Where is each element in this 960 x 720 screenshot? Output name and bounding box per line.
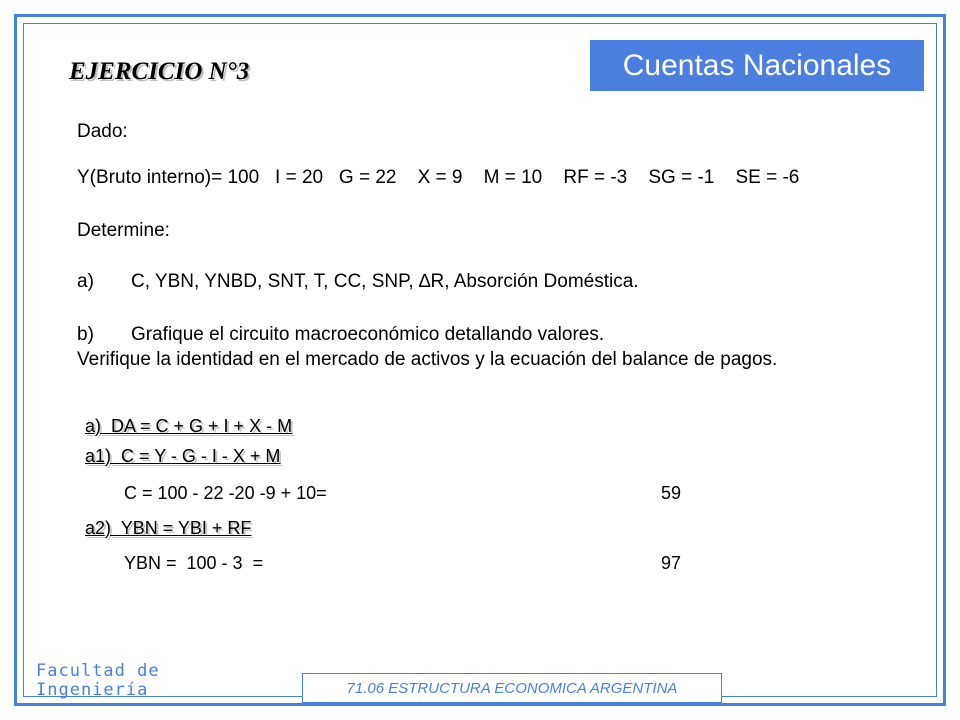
solution-a2-formula: a2) YBN = YBI + RF [85, 518, 252, 538]
solution-a-formula: a) DA = C + G + I + X - M [85, 416, 293, 436]
given-label: Dado: [77, 121, 128, 142]
solution-a2-calculation: YBN = 100 - 3 = [124, 553, 264, 573]
item-a-marker: a) [77, 271, 94, 292]
item-b-marker: b) [77, 324, 94, 345]
item-b-text: Grafique el circuito macroeconómico detallando valores. [131, 324, 605, 345]
faculty-logo-line2: Ingeniería [36, 680, 149, 700]
solution-a1-result: 59 [661, 483, 682, 503]
solution-a1-formula: a1) C = Y - G - I - X + M [85, 446, 281, 466]
given-variables: Y(Bruto interno)= 100 I = 20 G = 22 X = 9 M = 10 RF = -3 SG = -1 SE = -6 [77, 167, 800, 188]
item-b-line2: Verifique la identidad en el mercado de activos y la ecuación del balance de pagos. [77, 349, 778, 370]
section-title-badge: Cuentas Nacionales [590, 40, 924, 91]
solution-a2-result: 97 [661, 553, 682, 573]
faculty-logo-line1: Facultad de [36, 661, 160, 681]
determine-label: Determine: [77, 220, 170, 241]
faculty-logo [36, 662, 160, 700]
item-a-text: C, YBN, YNBD, SNT, T, CC, SNP, ∆R, Absorción Doméstica. [131, 271, 639, 292]
solution-a1-calculation: C = 100 - 22 -20 -9 + 10= [124, 483, 327, 503]
course-footer: 71.06 ESTRUCTURA ECONOMICA ARGENTINA [302, 673, 722, 703]
exercise-title: EJERCICIO N°3 [69, 58, 250, 85]
